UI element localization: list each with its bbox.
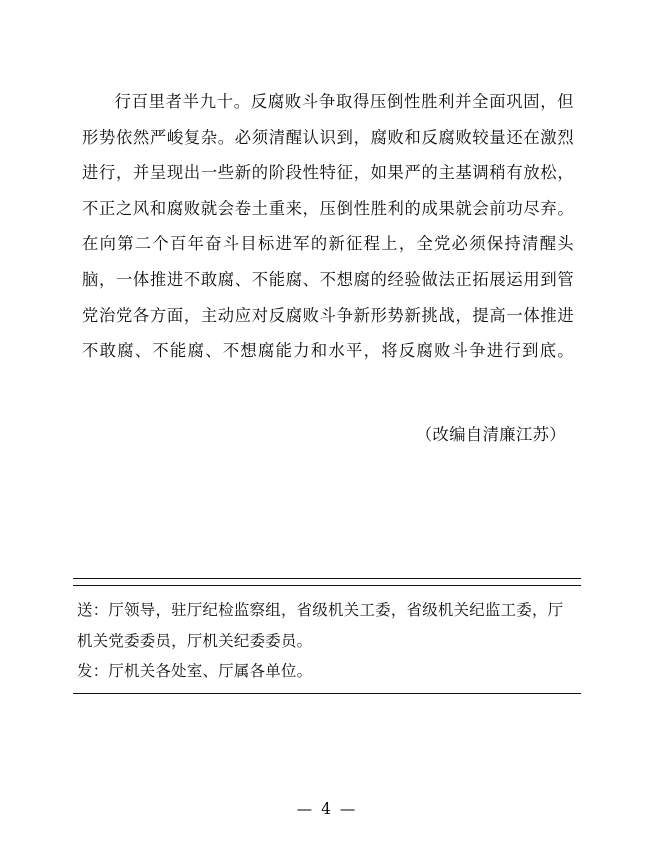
page-number: — 4 — — [296, 800, 358, 818]
distribution-issue-row — [77, 656, 579, 687]
distribution-send-label: 送： — [77, 601, 109, 619]
distribution-block — [73, 578, 581, 694]
body-text-block — [82, 84, 574, 369]
source-note: （改编自清廉江苏） — [415, 425, 566, 444]
distribution-issue-label: 发： — [77, 662, 109, 680]
distribution-send-row — [77, 595, 579, 656]
body-paragraph: 行百里者半九十。反腐败斗争取得压倒性胜利并全面巩固，但形势依然严峻复杂。必须清醒认识到，腐败和反腐败较量还在激烈进行，并呈现出一些新的阶段性特征，如果严的主基调稍有放松，不正之风和腐败就会卷土重来，压倒性胜利的成果就会前功尽弃。在向第二个百年奋斗目标进军的新征程上，全党必须保持清醒头脑，一体推进不敢腐、不能腐、不想腐的经验做法正拓展运用到管党治党各方面，主动应对反腐败斗争新形势新挑战，提高一体推进不敢腐、不能腐、不想腐能力和水平，将反腐败斗争进行到底。 — [82, 92, 574, 361]
distribution-issue-text: 厅机关各处室、厅属各单位。 — [108, 662, 313, 680]
distribution-content — [73, 586, 581, 693]
distribution-send-text: 厅领导，驻厅纪检监察组，省级机关工委，省级机关纪监工委，厅机关党委委员，厅机关纪委委员。 — [77, 601, 564, 650]
distribution-bottom-rule — [73, 693, 581, 694]
